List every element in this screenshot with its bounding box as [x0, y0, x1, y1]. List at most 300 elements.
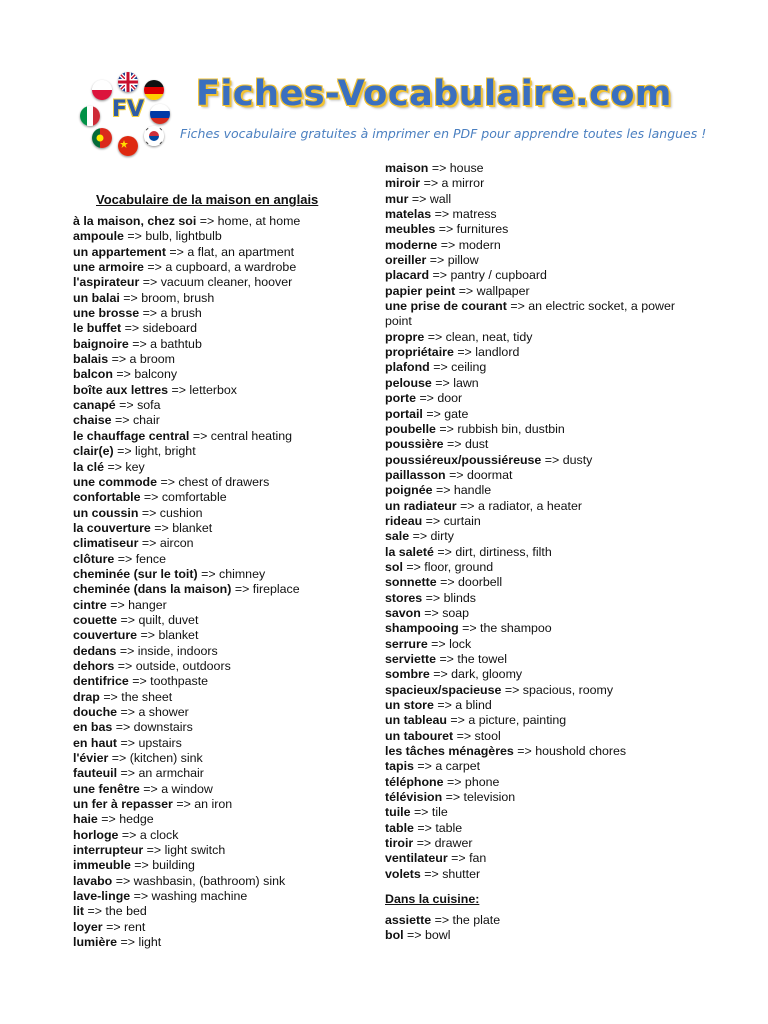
vocab-entry [73, 874, 300, 889]
english-translation: toothpaste [150, 674, 209, 689]
english-translation: drawer [434, 836, 473, 851]
french-term: loyer [73, 919, 103, 934]
english-translation: furnitures [456, 222, 509, 237]
vocab-entry [73, 659, 300, 674]
french-term: lave-linge [73, 889, 131, 904]
vocab-entry [385, 652, 685, 667]
english-translation: fan [469, 851, 487, 866]
arrow-separator: => [120, 766, 135, 781]
english-translation: a radiator, a heater [478, 498, 583, 513]
vocab-entry [385, 683, 685, 698]
vocab-entry [73, 598, 300, 613]
vocab-entry [73, 337, 300, 352]
arrow-separator: => [87, 904, 102, 919]
english-translation: building [152, 858, 195, 873]
arrow-separator: => [120, 735, 135, 750]
english-translation: shutter [442, 866, 481, 881]
arrow-separator: => [169, 244, 184, 259]
arrow-separator: => [504, 682, 520, 697]
vocab-entry [385, 345, 685, 360]
vocab-entry [73, 460, 300, 475]
french-term: boîte aux lettres [73, 382, 169, 397]
vocab-entry [385, 422, 685, 437]
french-term: chaise [73, 413, 112, 428]
english-translation: a blind [455, 698, 492, 713]
vocab-list-left [73, 214, 300, 951]
arrow-separator: => [141, 536, 157, 551]
french-term: miroir [385, 176, 421, 191]
english-translation: pillow [447, 253, 479, 268]
french-term: une brosse [73, 306, 140, 321]
site-tagline: Fiches vocabulaire gratuites à imprimer en PDF pour apprendre toutes les langues ! [180, 126, 707, 141]
french-term: tuile [385, 805, 411, 820]
english-translation: pantry / cupboard [450, 268, 547, 283]
vocab-entry [73, 920, 300, 935]
english-translation: a mirror [441, 176, 485, 191]
arrow-separator: => [132, 336, 147, 351]
english-translation: house [449, 161, 484, 175]
arrow-separator: => [437, 698, 452, 713]
english-translation: dusty [562, 452, 593, 467]
arrow-separator: => [433, 667, 448, 682]
arrow-separator: => [143, 490, 159, 505]
vocab-entry [73, 889, 300, 904]
french-term: serviette [385, 652, 436, 666]
arrow-separator: => [431, 636, 446, 651]
french-term: poubelle [385, 421, 436, 436]
french-term: placard [385, 268, 430, 283]
vocab-entry [73, 628, 300, 643]
english-translation: rent [124, 919, 146, 934]
vocab-entry [73, 275, 300, 290]
arrow-separator: => [106, 919, 121, 934]
arrow-separator: => [119, 398, 134, 413]
english-translation: sofa [137, 398, 161, 413]
vocab-entry [385, 606, 685, 621]
french-term: confortable [73, 490, 141, 505]
arrow-separator: => [449, 467, 464, 482]
english-translation: hanger [128, 597, 167, 612]
arrow-separator: => [120, 705, 135, 719]
arrow-separator: => [176, 797, 191, 812]
arrow-separator: => [439, 652, 454, 666]
vocab-entry [73, 751, 300, 766]
english-translation: blinds [443, 590, 476, 605]
vocab-entry [73, 567, 300, 582]
italy-flag-icon [80, 106, 100, 126]
arrow-separator: => [460, 498, 475, 513]
english-translation: rubbish bin, dustbin [457, 421, 565, 436]
french-term: ventilateur [385, 851, 448, 866]
vocab-entry [385, 468, 685, 483]
vocab-entry [73, 367, 300, 382]
arrow-separator: => [123, 290, 138, 305]
vocab-entry [385, 514, 685, 529]
vocab-entry [385, 637, 685, 652]
arrow-separator: => [416, 836, 432, 851]
vocab-entry [385, 284, 685, 299]
english-translation: light [138, 935, 162, 950]
vocab-entry [385, 790, 685, 805]
arrow-separator: => [431, 161, 447, 175]
french-term: propre [385, 329, 425, 344]
english-translation: clean, neat, tidy [445, 329, 533, 344]
english-translation: broom, brush [141, 290, 215, 305]
english-translation: lock [449, 636, 472, 651]
french-term: la saleté [385, 544, 434, 559]
english-translation: fence [135, 551, 167, 566]
french-term: un appartement [73, 244, 166, 259]
french-term: le chauffage central [73, 428, 190, 443]
french-term: propriétaire [385, 345, 454, 360]
french-term: un radiateur [385, 498, 457, 513]
vocab-list-kitchen [385, 913, 500, 944]
uk-flag-icon [118, 72, 138, 92]
vocab-entry [73, 843, 300, 858]
vocab-entry [385, 330, 685, 345]
french-term: lumière [73, 935, 118, 950]
arrow-separator: => [424, 605, 439, 620]
arrow-separator: => [413, 805, 429, 820]
french-term: sol [385, 559, 403, 574]
vocab-entry [385, 805, 685, 820]
english-translation: dark, gloomy [451, 667, 523, 682]
arrow-separator: => [115, 873, 131, 888]
vocab-entry [385, 176, 685, 191]
english-translation: phone [464, 774, 500, 789]
arrow-separator: => [406, 559, 421, 574]
arrow-separator: => [434, 207, 450, 222]
french-term: une armoire [73, 260, 144, 275]
vocab-entry [385, 913, 500, 928]
arrow-separator: => [124, 321, 140, 336]
vocab-entry [385, 698, 685, 713]
english-translation: chair [132, 413, 160, 428]
arrow-separator: => [434, 913, 450, 927]
english-translation: doorbell [458, 575, 503, 590]
english-translation: the bed [105, 904, 147, 919]
vocab-entry [385, 268, 685, 283]
english-translation: aircon [159, 536, 194, 551]
arrow-separator: => [192, 428, 208, 443]
english-translation: vacuum cleaner, hoover [160, 275, 293, 290]
russia-flag-icon [150, 104, 170, 124]
vocab-entry [385, 775, 685, 790]
vocab-entry [73, 245, 300, 260]
arrow-separator: => [425, 590, 441, 605]
arrow-separator: => [411, 191, 427, 206]
arrow-separator: => [107, 459, 122, 474]
french-term: à la maison, chez soi [73, 214, 197, 228]
vocab-entry [73, 674, 300, 689]
arrow-separator: => [140, 628, 155, 643]
french-term: balcon [73, 367, 113, 382]
french-term: cheminée (sur le toit) [73, 566, 198, 581]
arrow-separator: => [423, 176, 439, 191]
french-term: un balai [73, 290, 120, 305]
vocab-entry [73, 552, 300, 567]
vocab-entry [73, 229, 300, 244]
english-translation: bowl [424, 928, 451, 943]
english-translation: an iron [194, 797, 233, 812]
french-term: fauteuil [73, 766, 118, 781]
french-term: stores [385, 590, 423, 605]
english-translation: lawn [453, 375, 479, 390]
arrow-separator: => [103, 689, 118, 704]
english-translation: dirt, dirtiness, filth [455, 544, 552, 559]
french-term: en bas [73, 720, 113, 735]
vocab-entry [385, 591, 685, 606]
french-term: en haut [73, 735, 118, 750]
french-term: une fenêtre [73, 781, 140, 796]
vocab-entry [385, 729, 685, 744]
arrow-separator: => [437, 544, 452, 559]
french-term: balais [73, 352, 109, 367]
vocab-entry [73, 383, 300, 398]
arrow-separator: => [424, 866, 439, 881]
english-translation: quilt, duvet [138, 612, 199, 627]
vocab-entry [385, 299, 685, 330]
english-translation: matress [452, 207, 497, 222]
french-term: lit [73, 904, 85, 919]
english-translation: a bathtub [150, 336, 202, 351]
site-title[interactable]: Fiches-Vocabulaire.com [196, 74, 672, 114]
french-term: horloge [73, 827, 119, 842]
vocab-entry [385, 759, 685, 774]
english-translation: dust [464, 437, 489, 452]
french-term: poussière [385, 437, 444, 452]
french-term: plafond [385, 360, 430, 375]
english-translation: floor, ground [424, 559, 494, 574]
portugal-flag-icon [92, 128, 112, 148]
french-term: un tableau [385, 713, 447, 728]
vocab-entry [385, 253, 685, 268]
arrow-separator: => [143, 781, 158, 796]
arrow-separator: => [121, 827, 137, 842]
arrow-separator: => [429, 253, 445, 268]
english-translation: door [437, 391, 463, 406]
english-translation: sideboard [142, 321, 197, 336]
french-term: les tâches ménagères [385, 744, 514, 759]
french-term: poignée [385, 483, 433, 498]
arrow-separator: => [146, 843, 162, 858]
english-translation: balcony [134, 367, 178, 382]
english-translation: a window [161, 781, 213, 796]
vocab-entry [385, 575, 685, 590]
english-translation: a brush [160, 306, 202, 321]
arrow-separator: => [133, 889, 149, 904]
arrow-separator: => [142, 306, 158, 321]
english-translation: table [435, 820, 463, 835]
arrow-separator: => [111, 751, 127, 766]
arrow-separator: => [427, 329, 443, 344]
arrow-separator: => [517, 744, 532, 759]
arrow-separator: => [544, 452, 560, 467]
french-term: télévision [385, 790, 443, 805]
english-translation: light switch [164, 843, 226, 858]
vocab-entry [385, 621, 685, 636]
arrow-separator: => [234, 582, 250, 597]
english-translation: a picture, painting [468, 713, 567, 728]
vocab-entry [73, 858, 300, 873]
french-term: un coussin [73, 505, 139, 520]
vocab-entry [385, 207, 685, 222]
arrow-separator: => [199, 214, 215, 228]
english-translation: central heating [210, 428, 293, 443]
french-term: spacieux/spacieuse [385, 682, 502, 697]
page-title: Vocabulaire de la maison en anglais [96, 192, 319, 207]
vocab-entry [385, 376, 685, 391]
poland-flag-icon [92, 80, 112, 100]
china-flag-icon [118, 136, 138, 156]
english-translation: a carpet [435, 759, 481, 774]
english-translation: spacious, roomy [522, 682, 614, 697]
french-term: l'aspirateur [73, 275, 140, 290]
french-term: dehors [73, 658, 115, 673]
french-term: porte [385, 391, 416, 406]
english-translation: dirty [430, 529, 454, 544]
vocab-entry [73, 444, 300, 459]
vocab-entry [73, 797, 300, 812]
vocab-entry [385, 238, 685, 253]
arrow-separator: => [142, 275, 158, 290]
french-term: rideau [385, 513, 423, 528]
english-translation: the towel [457, 652, 507, 666]
vocab-entry [73, 214, 300, 229]
arrow-separator: => [417, 820, 432, 835]
vocab-entry [385, 851, 685, 866]
arrow-separator: => [120, 612, 136, 627]
arrow-separator: => [435, 375, 450, 390]
vocab-entry [73, 904, 300, 919]
english-translation: bulb, lightbulb [145, 229, 222, 244]
arrow-separator: => [120, 935, 136, 950]
vocab-entry [73, 291, 300, 306]
arrow-separator: => [450, 713, 465, 728]
arrow-separator: => [445, 790, 461, 805]
french-term: la clé [73, 459, 105, 474]
arrow-separator: => [160, 474, 175, 489]
vocab-entry [385, 545, 685, 560]
english-translation: hedge [119, 812, 154, 827]
arrow-separator: => [119, 643, 135, 658]
french-term: dentifrice [73, 674, 129, 689]
arrow-separator: => [456, 728, 472, 743]
arrow-separator: => [141, 505, 157, 520]
arrow-separator: => [111, 352, 127, 367]
vocab-entry [385, 437, 685, 452]
french-term: volets [385, 866, 421, 881]
english-translation: home, at home [217, 214, 301, 228]
germany-flag-icon [144, 80, 164, 100]
french-term: shampooing [385, 621, 459, 636]
arrow-separator: => [117, 444, 132, 459]
arrow-separator: => [147, 260, 162, 275]
english-translation: downstairs [133, 720, 193, 735]
arrow-separator: => [440, 575, 455, 590]
english-translation: a shower [138, 705, 189, 719]
arrow-separator: => [110, 597, 125, 612]
french-term: un tabouret [385, 728, 454, 743]
arrow-separator: => [417, 759, 432, 774]
vocab-entry [385, 391, 685, 406]
vocab-entry [73, 782, 300, 797]
english-translation: stool [474, 728, 501, 743]
french-term: moderne [385, 237, 438, 252]
english-translation: a cupboard, a wardrobe [165, 260, 297, 275]
french-term: assiette [385, 913, 432, 927]
vocab-entry [385, 161, 685, 176]
french-term: lavabo [73, 873, 113, 888]
english-translation: light, bright [135, 444, 196, 459]
english-translation: (kitchen) sink [129, 751, 203, 766]
english-translation: ceiling [451, 360, 487, 375]
french-term: une commode [73, 474, 157, 489]
vocab-entry [385, 744, 685, 759]
vocab-entry [73, 398, 300, 413]
french-term: canapé [73, 398, 116, 413]
french-term: savon [385, 605, 421, 620]
english-translation: the plate [452, 913, 501, 927]
arrow-separator: => [447, 437, 462, 452]
arrow-separator: => [132, 674, 147, 689]
vocab-entry [73, 720, 300, 735]
arrow-separator: => [439, 421, 454, 436]
arrow-separator: => [438, 222, 454, 237]
vocab-entry [385, 667, 685, 682]
french-term: matelas [385, 207, 432, 222]
vocab-entry [73, 413, 300, 428]
french-term: pelouse [385, 375, 432, 390]
vocab-entry [73, 306, 300, 321]
english-translation: blanket [172, 520, 213, 535]
french-term: sonnette [385, 575, 437, 590]
vocab-entry [385, 453, 685, 468]
vocab-entry [73, 321, 300, 336]
french-term: climatiseur [73, 536, 139, 551]
french-term: un store [385, 698, 434, 713]
french-term: baignoire [73, 336, 129, 351]
english-translation: doormat [467, 467, 513, 482]
english-translation: an electric socket, a power point [385, 299, 675, 329]
english-translation: inside, indoors [137, 643, 218, 658]
vocab-entry [73, 506, 300, 521]
arrow-separator: => [435, 483, 451, 498]
vocab-entry [73, 828, 300, 843]
english-translation: tile [431, 805, 448, 820]
arrow-separator: => [425, 513, 441, 528]
arrow-separator: => [451, 851, 466, 866]
vocab-entry [73, 690, 300, 705]
vocab-entry [73, 766, 300, 781]
english-translation: a clock [139, 827, 179, 842]
french-term: drap [73, 689, 100, 704]
french-term: clair(e) [73, 444, 114, 459]
vocab-entry [73, 352, 300, 367]
vocab-entry [73, 260, 300, 275]
vocab-entry [385, 222, 685, 237]
english-translation: the shampoo [480, 621, 552, 636]
english-translation: outside, outdoors [135, 658, 231, 673]
english-translation: modern [458, 237, 501, 252]
english-translation: landlord [475, 345, 520, 360]
french-term: douche [73, 705, 118, 719]
arrow-separator: => [127, 229, 142, 244]
french-term: tapis [385, 759, 414, 774]
french-term: oreiller [385, 253, 427, 268]
arrow-separator: => [458, 283, 474, 298]
south-korea-flag-icon [144, 126, 164, 146]
